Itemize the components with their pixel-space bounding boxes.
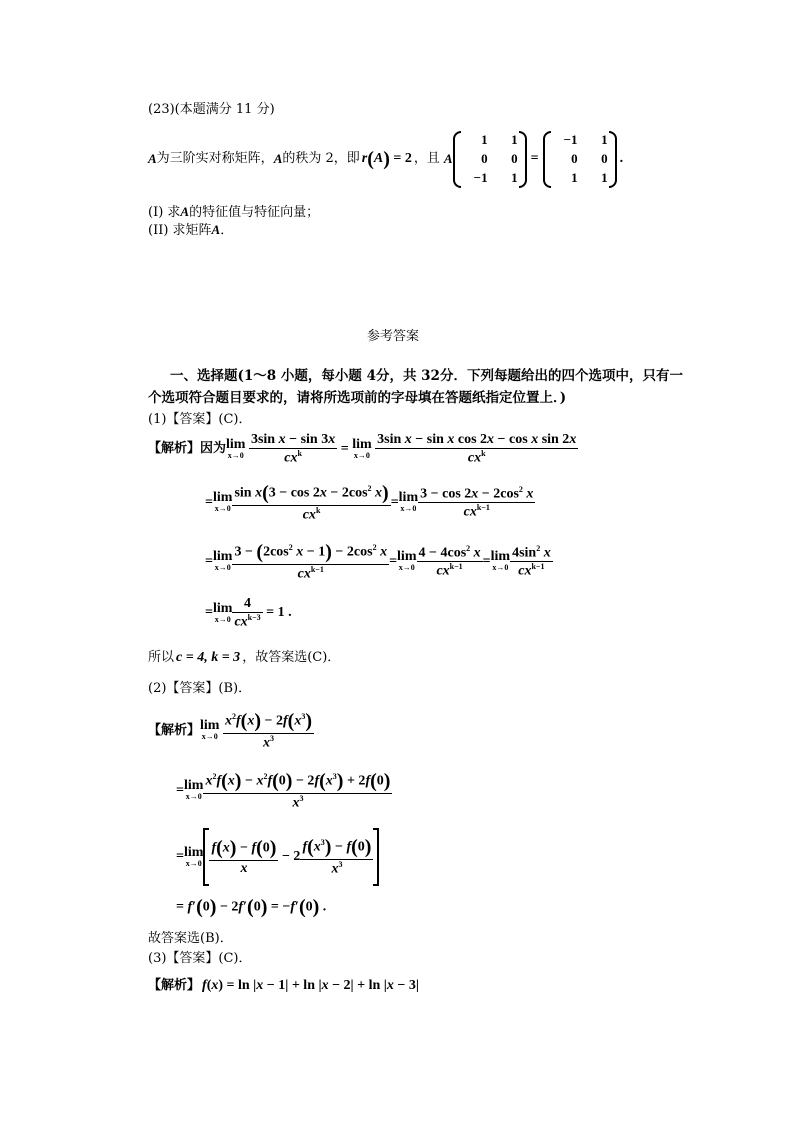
q23-stmt-c: ，且 (413, 151, 440, 166)
section1-heading-line1: 一、选择题(1～8 小题，每小题 4分，共 32分．下列每题给出的四个选项中，只有一 (170, 368, 683, 384)
matrix-left-cell: 1 (481, 132, 488, 147)
answer3-step1: 【解析】 f(x) = ln |x − 1| + ln |x − 2| + ln |x − 3| (148, 978, 419, 993)
answer3-label: (3)【答案】(C)． (148, 951, 252, 966)
matrix-left (453, 131, 527, 188)
q23-stmt-b: 的秩为 2，即 (282, 151, 360, 166)
answer1-step2: = lim x→0 $\frac{\sin x(3 - \cos 2x - 2\cos^2 x)}{cx^k}$ = lim x→0 $\frac{3 - \cos 2x - 2\cos^2 x}{cx^{k-1}}$ (205, 482, 534, 523)
matrix-left-cell: 0 (481, 151, 488, 166)
symbol-A: A (148, 151, 157, 166)
answer1-step4: = lim x→0 $\frac{4}{cx^{k-3}}$ = 1 . (205, 596, 292, 630)
q23-header: (23)(本题满分 11 分) (148, 102, 275, 117)
q23-part1: (I) 求A的特征值与特征向量； (148, 204, 320, 220)
answer2-step1: 【解析】 lim x→0 $\frac{x^2f(x) - 2f(x^3)}{x^3}$ (148, 710, 312, 751)
matrix-right-cell: −1 (563, 132, 578, 147)
answer1-label: (1)【答案】(C)． (148, 412, 252, 427)
answer2-step3: = lim x→0 $\frac{f(x) - f(0)}{x}$ − 2 $\frac{f(x^3) - f(0)}{x^3}$ (176, 828, 379, 886)
matrix-right (543, 131, 617, 188)
matrix-left-cell: 0 (511, 151, 518, 166)
q23-statement: A 为三阶实对称矩阵， A 的秩为 2，即 r(A) = 2 ，且 A 1 1 0 0 −1 1 = −1 1 0 0 1 1 . (148, 130, 623, 188)
answer2-label: (2)【答案】(B)． (148, 681, 252, 696)
symbol-A: A (443, 151, 453, 166)
matrix-left-cell: 1 (511, 132, 518, 147)
answer2-conclusion: 故答案选(B)． (148, 931, 233, 946)
symbol-A: A (273, 151, 283, 166)
q23-stmt-a: 为三阶实对称矩阵， (156, 151, 274, 166)
section1-heading-line2: 个选项符合题目要求的，请将所选项前的字母填在答题纸指定位置上．) (148, 390, 567, 406)
answer2-step2: = lim x→0 $\frac{x^2f(x) - x^2f(0) - 2f(x^3) + 2f(0)}{x^3}$ (176, 770, 391, 811)
q23-part2: (II) 求矩阵A． (148, 222, 234, 238)
answers-title: 参考答案 (367, 329, 420, 344)
answer1-conclusion: 所以 c = 4, k = 3 ，故答案选(C)． (148, 650, 341, 665)
matrix-right-cell: 0 (601, 151, 608, 166)
rank-equation: r(A) = 2 (361, 147, 412, 170)
matrix-left-cell: −1 (473, 170, 488, 185)
matrix-right-cell: 1 (571, 170, 578, 185)
matrix-right-cell: 0 (571, 151, 578, 166)
matrix-right-cell: 1 (601, 170, 608, 185)
answer1-step3: = lim x→0 $\frac{3 - (2\cos^2 x - 1) - 2\cos^2 x}{cx^{k-1}}$ = lim x→0 $\frac{4 - 4\cos^2 x}{cx^{k-1}}$ = lim x→0 $\frac{4\sin^2 x}{cx^{k-1}}$ (205, 541, 551, 582)
matrix-right-cell: 1 (601, 132, 608, 147)
matrix-left-cell: 1 (511, 170, 518, 185)
answer2-step4: = f′(0) − 2f′(0) = −f′(0) . (176, 896, 327, 918)
answer1-step1: 【解析】因为 lim x→0 $\frac{\text{3sin x − sin 3x}}{cx^k}$ = lim x→0 $\frac{\text{3sin x − sin x cos 2x − cos x sin 2x}}{cx^k}$ (148, 432, 577, 466)
